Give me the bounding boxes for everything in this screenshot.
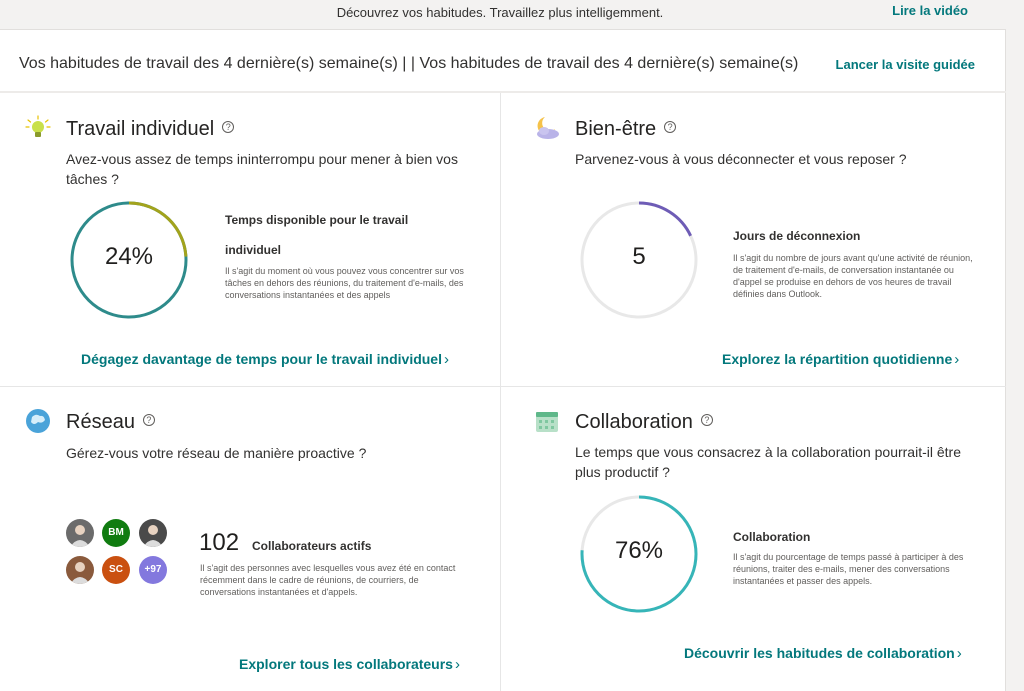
wellbeing-title-text: Bien-être [575,118,657,140]
network-title [66,411,155,434]
collab-question: Le temps que vous consacrez à la collaboration pourrait-il être plus productif ? [575,444,961,480]
network-explore-link[interactable] [239,656,460,673]
network-link-text: Explorer tous les collaborateurs [239,656,453,672]
help-icon[interactable]: ? [664,121,676,133]
focus-title [66,118,234,141]
focus-explore-link[interactable] [81,351,449,368]
focus-title-text: Travail individuel [66,118,215,140]
chevron-right-icon: › [444,351,449,368]
collab-metric-desc: Il s'agit du pourcentage de temps passé à participer à des réunions, traiter des e-mails, mener des conversations instantanées et passer des appels. [733,552,964,586]
wellbeing-title [575,118,676,141]
moon-cloud-icon [533,114,561,142]
focus-metric-desc: Il s'agit du moment où vous pouvez vous concentrer sur vos tâches en dehors des réunions, du traitement d'e-mails, des conversations instantanées et des appels [225,266,464,300]
lightbulb-icon [24,114,52,142]
collab-title [575,411,713,434]
network-question: Gérez-vous votre réseau de manière proactive ? [66,445,367,461]
network-title-text: Réseau [66,411,135,433]
vertical-divider [500,93,501,691]
collaborator-avatar[interactable]: +97 [139,556,167,584]
person-icon [66,556,94,584]
collab-value: 76% [614,537,664,564]
guided-tour-link[interactable]: Lancer la visite guidée [835,57,975,72]
top-banner [0,0,1024,28]
page-title: Vos habitudes de travail des 4 dernière(s) semaine(s) | | Vos habitudes de travail des 4 dernière(s) semaine(s) [19,55,799,72]
header-divider [0,91,1006,93]
collaborator-avatar[interactable]: BM [102,519,130,547]
wellbeing-metric-title: Jours de déconnexion [733,229,861,243]
focus-question: Avez-vous assez de temps ininterrompu pour mener à bien vos tâches ? [66,151,458,187]
collab-explore-link[interactable] [684,645,962,662]
collaborator-avatar[interactable] [139,519,167,547]
collab-link-text: Découvrir les habitudes de collaboration [684,645,955,661]
collaborator-avatar[interactable] [66,556,94,584]
help-icon[interactable]: ? [143,414,155,426]
wellbeing-value: 5 [632,243,646,270]
collaborator-avatar[interactable]: SC [102,556,130,584]
help-icon[interactable]: ? [222,121,234,133]
person-icon [66,519,94,547]
active-collaborators-count: 102 [199,529,240,556]
calendar-icon [533,407,561,435]
collab-title-text: Collaboration [575,411,693,433]
focus-link-text: Dégagez davantage de temps pour le travail individuel [81,351,442,367]
chevron-right-icon: › [956,645,962,662]
network-globe-icon [24,407,52,435]
help-icon[interactable]: ? [701,414,713,426]
active-collaborators-label: Collaborateurs actifs [252,539,372,553]
chevron-right-icon: › [454,656,460,673]
horizontal-divider [0,386,1006,387]
play-video-link[interactable]: Lire la vidéo [892,3,968,18]
wellbeing-link-text: Explorez la répartition quotidienne [722,351,953,367]
banner-message: Découvrez vos habitudes. Travaillez plus intelligemment. [336,5,664,20]
collab-metric-title: Collaboration [733,530,811,544]
wellbeing-question: Parvenez-vous à vous déconnecter et vous reposer ? [575,151,907,167]
wellbeing-explore-link[interactable] [722,351,959,368]
wellbeing-metric-desc: Il s'agit du nombre de jours avant qu'une activité de réunion, de traitement d'e-mails, de conversation instantanée ou d'appel se produise en dehors de vos heures de travail définies dans Outlook. [733,253,973,299]
focus-value: 24% [104,243,154,270]
network-metric-desc: Il s'agit des personnes avec lesquelles vous avez été en contact récemment dans le cadre de réunions, de courriers, de conversations instantanées et d'appels. [200,563,456,597]
collaborator-avatar[interactable] [66,519,94,547]
person-icon [139,519,167,547]
chevron-right-icon: › [954,351,960,368]
habits-card [0,29,1006,691]
focus-metric-title: Temps disponible pour le travail individuel [225,213,409,257]
